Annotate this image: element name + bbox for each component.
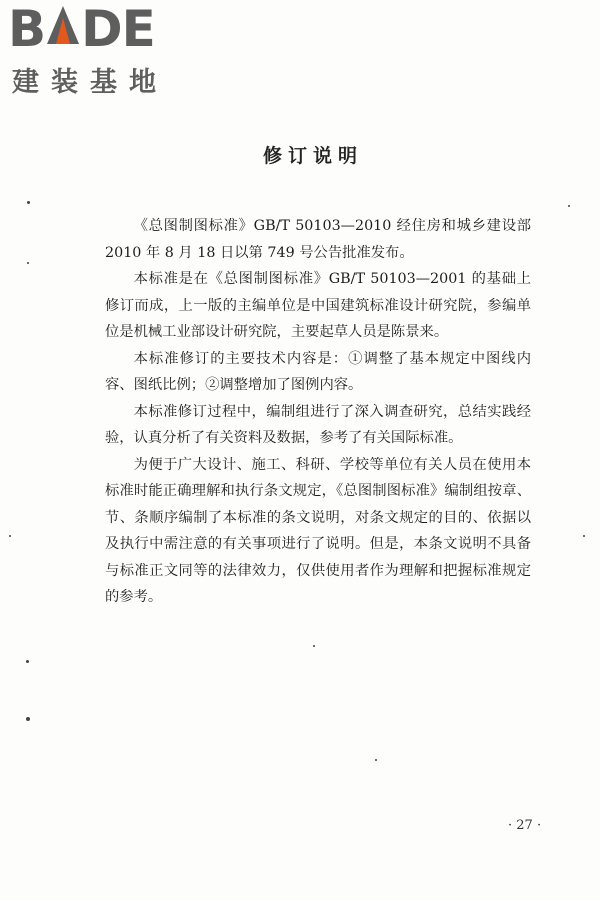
paragraph: 本标准修订的主要技术内容是：①调整了基本规定中图线内容、图纸比例；②调整增加了图例内容。 — [105, 350, 531, 393]
scan-speck — [568, 205, 570, 207]
scan-speck — [375, 759, 377, 761]
scan-speck — [26, 660, 29, 663]
scan-speck — [583, 535, 585, 537]
page-number: · 27 · — [508, 818, 542, 833]
logo-a-triangle-icon — [46, 6, 80, 46]
logo-subtitle: 建装基地 — [12, 67, 168, 98]
scan-speck — [313, 645, 315, 647]
paragraph: 《总图制图标准》GB/T 50103—2010 经住房和城乡建设部 2010 年 8 月 18 日以第 749 号公告批准发布。 — [105, 218, 531, 261]
logo-letters: DE — [81, 0, 155, 58]
bade-logo — [8, 0, 178, 98]
page-title: 修订说明 — [262, 145, 363, 167]
revision-notes-body — [105, 213, 531, 611]
paragraph: 本标准修订过程中，编制组进行了深入调查研究，总结实践经验，认真分析了有关资料及数据，参考了有关国际标准。 — [105, 403, 531, 446]
logo-wordmark — [8, 0, 155, 58]
scan-speck — [27, 201, 30, 204]
logo-letter: B — [8, 0, 46, 58]
scan-speck — [26, 717, 30, 721]
scan-speck — [27, 262, 29, 264]
paragraph: 为便于广大设计、施工、科研、学校等单位有关人员在使用本标准时能正确理解和执行条文规定，《总图制图标准》编制组按章、节、条顺序编制了本标准的条文说明，对条文规定的目的、依据以及执行中需注意的有关事项进行了说明。但是，本条文说明不具备与标准正文同等的法律效力，仅供使用者作为理解和把握标准规定的参考。 — [105, 456, 531, 605]
scan-speck — [9, 535, 11, 537]
paragraph: 本标准是在《总图制图标准》GB/T 50103—2001 的基础上修订而成，上一版的主编单位是中国建筑标准设计研究院，参编单位是机械工业部设计研究院，主要起草人员是陈景来。 — [105, 271, 531, 340]
